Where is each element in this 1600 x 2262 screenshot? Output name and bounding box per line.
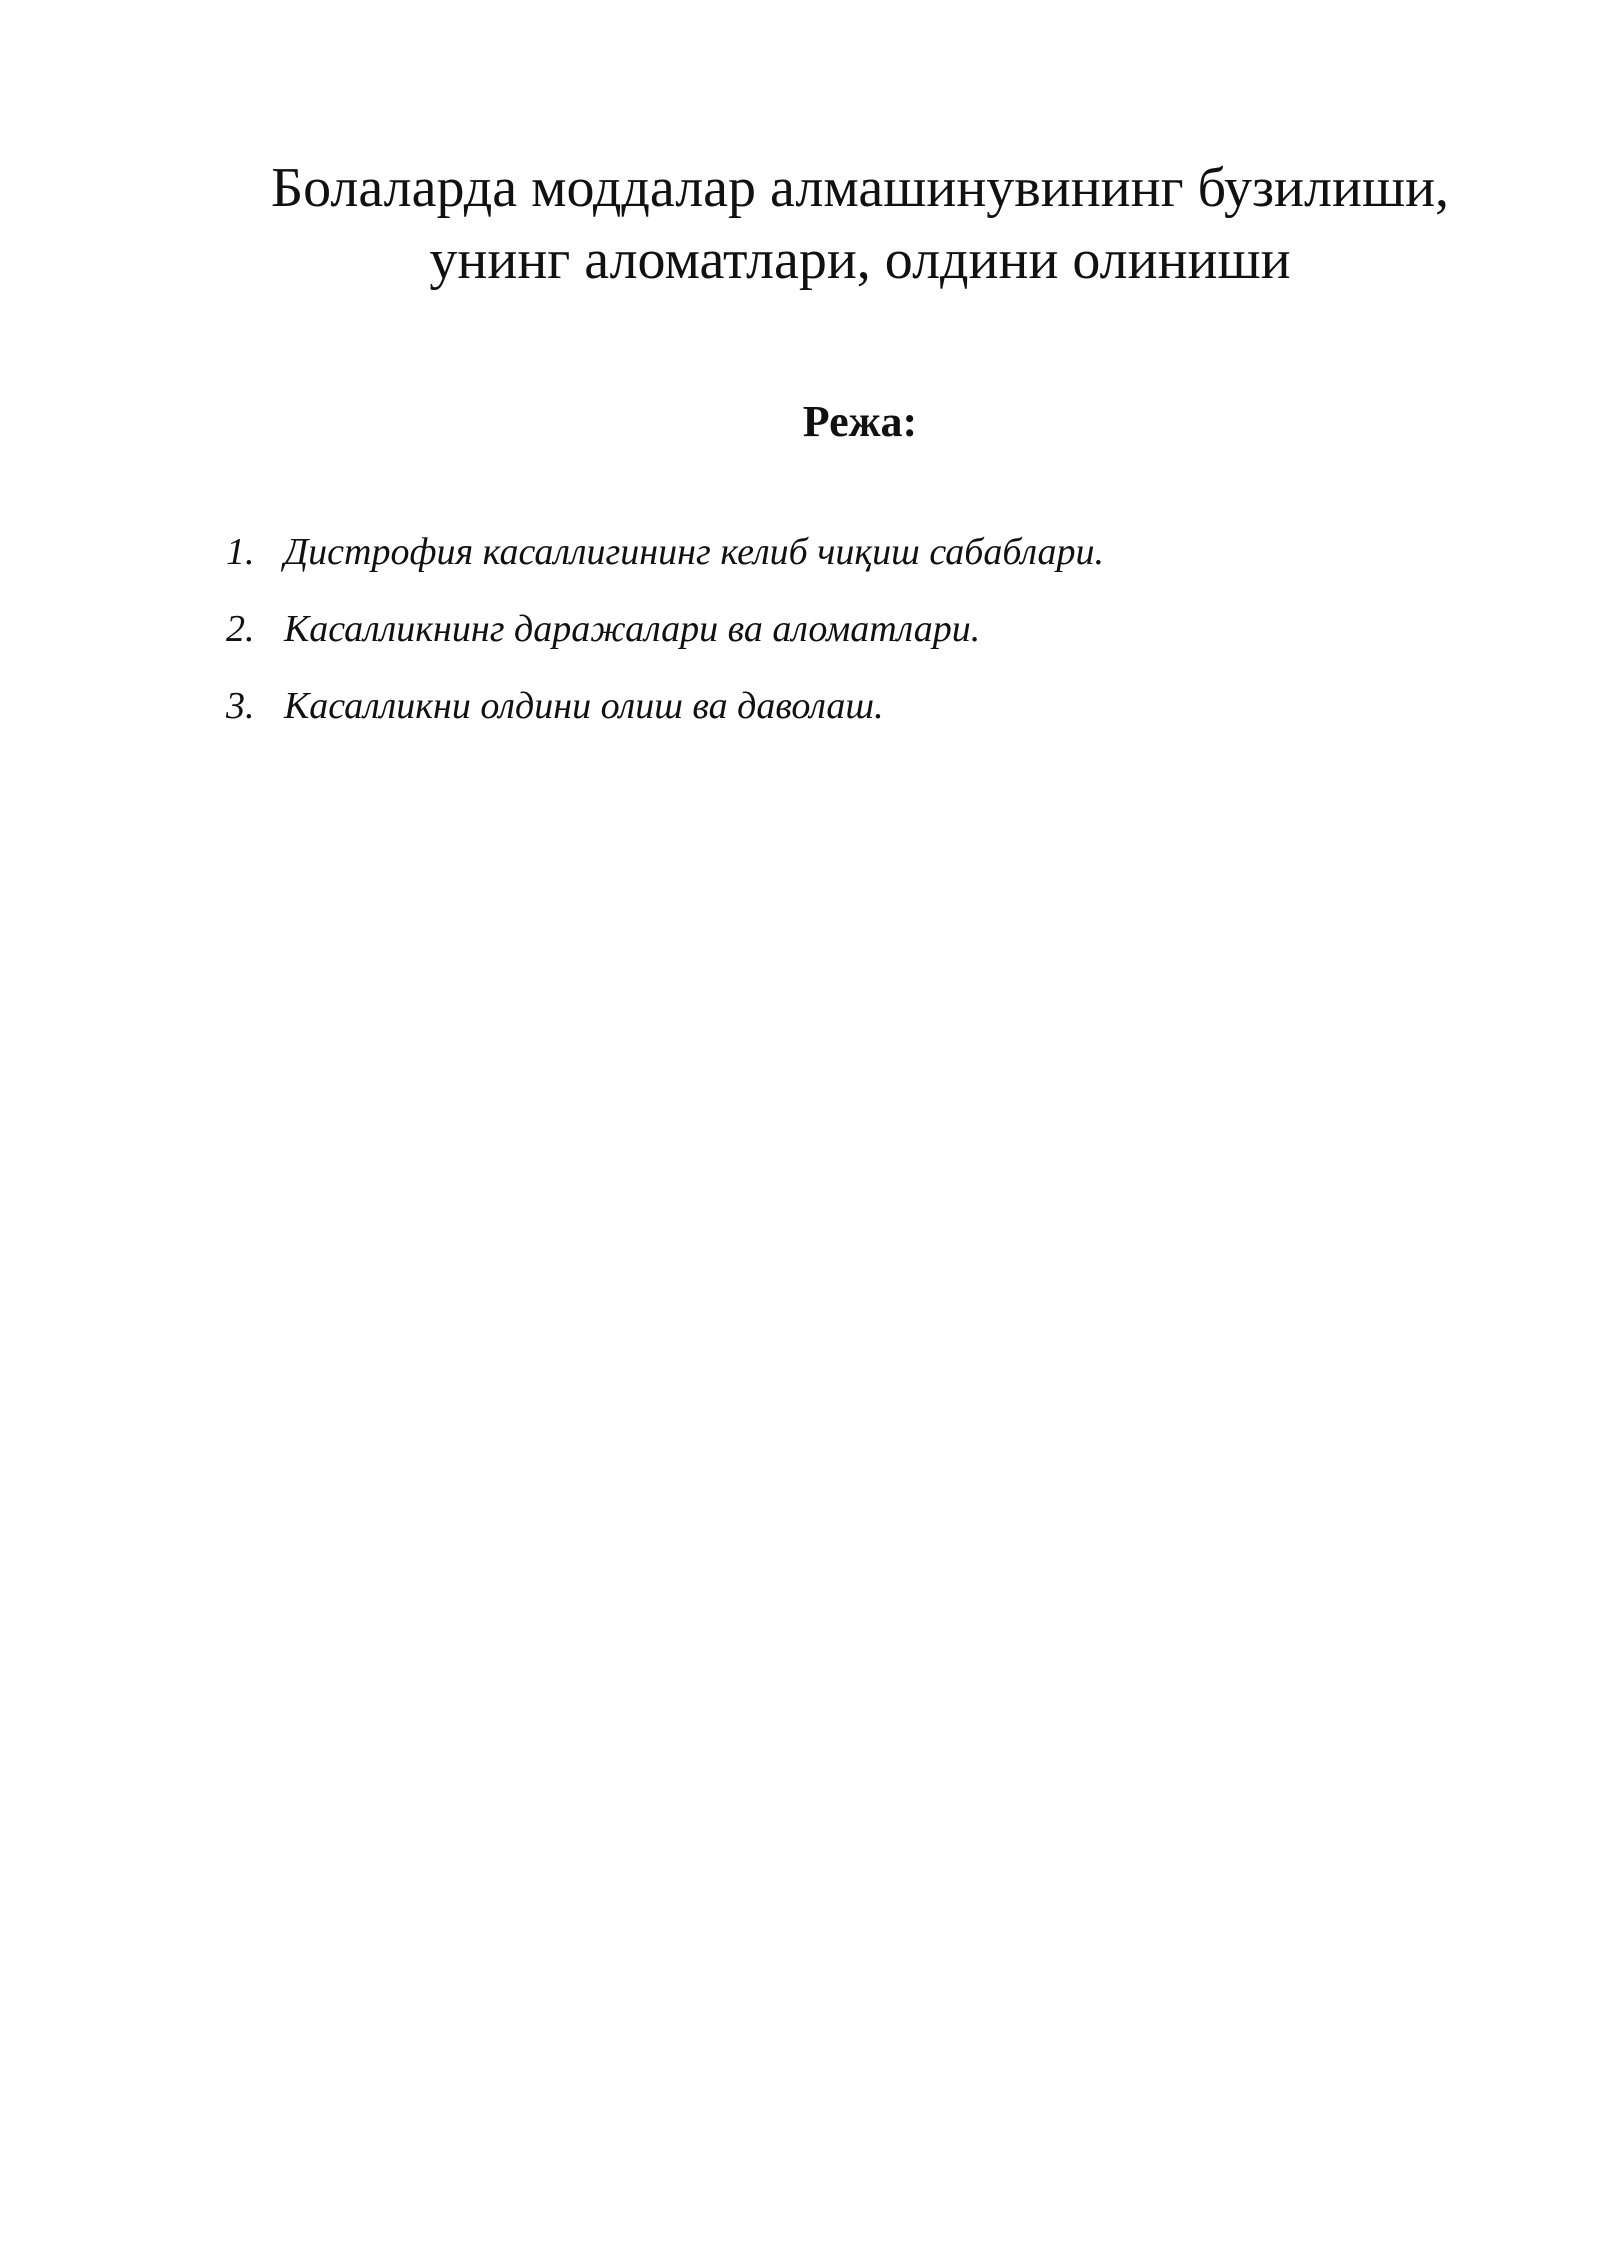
plan-list: [226, 528, 1104, 759]
plan-item-number: 3.: [226, 685, 255, 727]
plan-item-text: Касалликни олдини олиш ва даволаш.: [284, 685, 884, 727]
plan-heading: Режа:: [802, 397, 918, 446]
plan-item: [226, 605, 1104, 682]
plan-item: [226, 528, 1104, 605]
title-line-1: Болаларда моддалар алмашинувининг бузилиши,: [270, 157, 1450, 219]
plan-item-number: 2.: [226, 608, 255, 650]
plan-item-number: 1.: [226, 531, 255, 573]
plan-item-text: Дистрофия касаллигининг келиб чиқиш сабаблари.: [284, 531, 1105, 573]
title-line-2: унинг аломатлари, олдини олиниши: [429, 229, 1291, 291]
plan-item-text: Касалликнинг даражалари ва аломатлари.: [284, 608, 981, 650]
plan-item: [226, 682, 1104, 759]
document-title: [160, 152, 1560, 296]
